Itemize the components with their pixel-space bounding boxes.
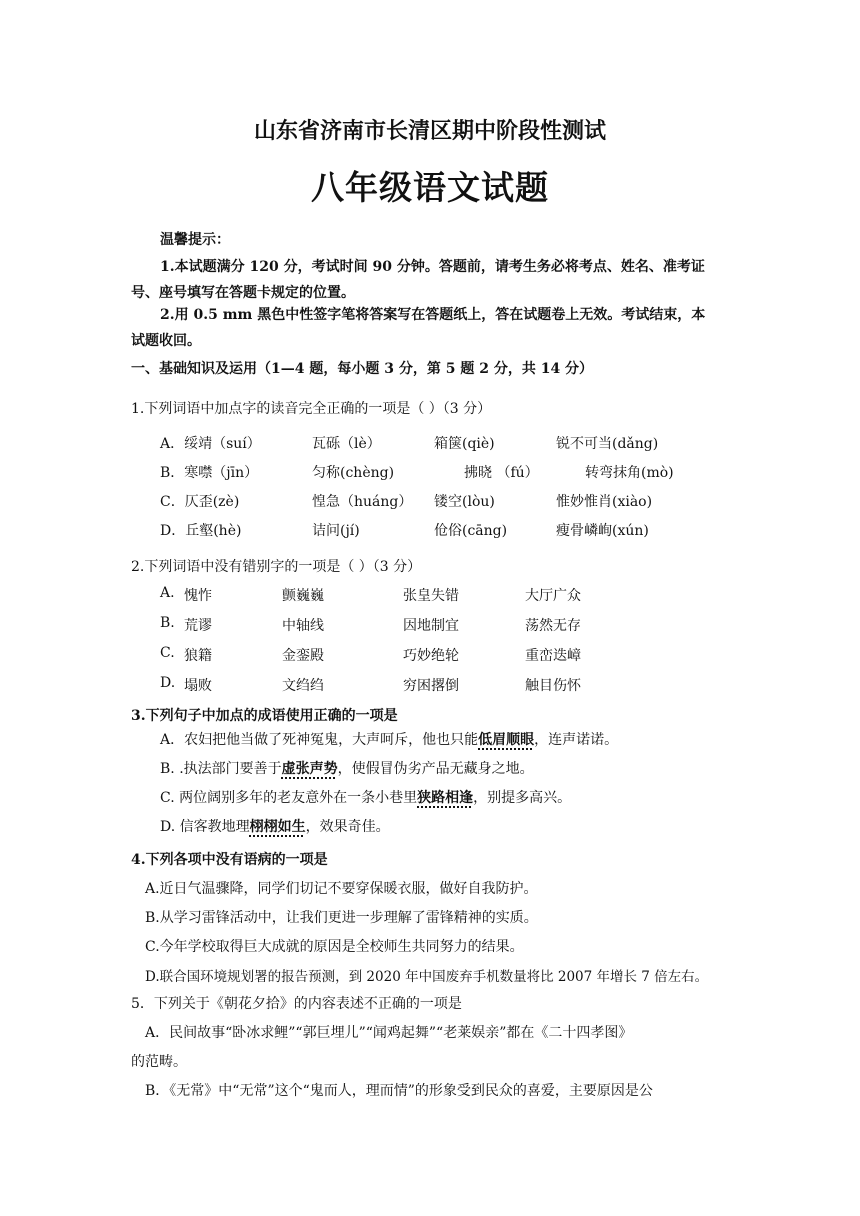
- q3-option-d-text-after: ，效果奇佳。: [305, 819, 390, 835]
- q2-option-a-word-1: 愧怍: [184, 588, 212, 604]
- tips-heading: 温馨提示：: [160, 232, 230, 248]
- section-1-heading: 一、基础知识及运用（1—4 题，每小题 3 分，第 5 题 2 分，共 14 分）: [131, 361, 594, 377]
- q2-option-c-word-2: 金銮殿: [282, 648, 324, 664]
- q1-option-b-word-3: 拂晓 （fú）: [464, 465, 539, 481]
- q3-option-b-text-after: ，使假冒伪劣产品无藏身之地。: [337, 761, 534, 777]
- q1-option-c-word-3: 镂空(lòu): [434, 494, 495, 510]
- q2-option-d-letter: D.: [160, 675, 176, 691]
- q1-option-d-word-3: 伧俗(cāng): [434, 523, 508, 539]
- question-4-stem: 4.下列各项中没有语病的一项是: [131, 852, 328, 868]
- q3-option-c: [160, 787, 571, 807]
- q1-option-a-word-3: 箱箧(qiè): [434, 436, 495, 452]
- q2-option-b-word-4: 荡然无存: [525, 618, 581, 634]
- q4-option-d: D.联合国环境规划署的报告预测，到 2020 年中国废弃手机数量将比 2007 年增长 7 倍左右。: [145, 969, 709, 985]
- q1-option-b-word-1: B．寒噤（jīn）: [160, 465, 259, 481]
- q3-option-a-text-after: ，连声诺诺。: [534, 732, 619, 748]
- q1-option-d-word-1: D．丘壑(hè): [160, 523, 242, 539]
- q4-option-a: A.近日气温骤降，同学们切记不要穿保暖衣服，做好自我防护。: [145, 881, 538, 897]
- q3-option-c-idiom: 狭路相逢: [417, 790, 474, 806]
- q2-option-c-word-3: 巧妙绝轮: [403, 648, 459, 664]
- tip-1-line-2: 号、座号填写在答题卡规定的位置。: [131, 285, 355, 301]
- q2-option-c-word-4: 重峦迭嶂: [525, 648, 581, 664]
- q3-option-b-text-before: B. .执法部门要善于: [160, 761, 282, 777]
- q2-option-a-letter: A.: [160, 585, 175, 601]
- q2-option-b-word-2: 中轴线: [282, 618, 324, 634]
- tip-2-line-1: 2.用 0.5 mm 黑色中性签字笔将答案写在答题纸上，答在试题卷上无效。考试结束，本: [160, 307, 706, 323]
- q1-option-c-word-2: 惶急（huáng）: [312, 494, 413, 510]
- q2-option-a-word-3: 张皇失错: [403, 588, 459, 604]
- q1-option-c-word-1: C．仄歪(zè): [160, 494, 240, 510]
- q3-option-d-idiom: 栩栩如生: [249, 819, 306, 835]
- q1-option-a-word-1: A．绥靖（suí）: [160, 436, 261, 452]
- q2-option-c-word-1: 狼籍: [184, 648, 212, 664]
- q5-option-a-line-2: 的范畴。: [131, 1054, 187, 1070]
- q3-option-c-text-before: C. 两位阔别多年的老友意外在一条小巷里: [160, 790, 418, 806]
- q3-option-c-text-after: ，别提多高兴。: [473, 790, 572, 806]
- q2-option-c-letter: C.: [160, 645, 175, 661]
- question-1-stem: 1.下列词语中加点字的读音完全正确的一项是（ ）（3 分）: [131, 401, 492, 417]
- q2-option-a-word-2: 颤巍巍: [282, 588, 324, 604]
- q2-option-b-word-3: 因地制宜: [403, 618, 459, 634]
- tip-1-line-1: 1.本试题满分 120 分，考试时间 90 分钟。答题前，请考生务必将考点、姓名、准考证: [160, 259, 705, 275]
- q3-option-b: [160, 758, 534, 778]
- q1-option-d-word-4: 瘦骨嶙峋(xún): [556, 523, 649, 539]
- exam-subtitle: 山东省济南市长清区期中阶段性测试: [253, 119, 606, 144]
- q4-option-b: B.从学习雷锋活动中，让我们更进一步理解了雷锋精神的实质。: [145, 910, 538, 926]
- exam-title: 八年级语文试题: [311, 168, 549, 207]
- q3-option-a-text-before: A．农妇把他当做了死神冤鬼，大声呵斥，他也只能: [160, 732, 479, 748]
- question-5-stem: 5．下列关于《朝花夕拾》的内容表述不正确的一项是: [131, 996, 462, 1012]
- q3-option-a: [160, 729, 618, 749]
- q5-option-a-line-1: A．民间故事“卧冰求鲤”“郭巨埋儿”“闻鸡起舞”“老莱娱亲”都在《二十四孝图》: [145, 1025, 633, 1041]
- tip-2-line-2: 试题收回。: [131, 333, 201, 349]
- q2-option-b-word-1: 荒谬: [184, 618, 212, 634]
- q1-option-d-word-2: 诘问(jí): [312, 523, 360, 539]
- q1-option-b-word-2: 匀称(chèng): [312, 465, 395, 481]
- q4-option-c: C.今年学校取得巨大成就的原因是全校师生共同努力的结果。: [145, 939, 524, 955]
- question-2-stem: 2.下列词语中没有错别字的一项是（ ）（3 分）: [131, 559, 422, 575]
- q3-option-a-idiom: 低眉顺眼: [478, 732, 535, 748]
- q3-option-d: [160, 816, 390, 836]
- q5-option-b-line-1: B．《无常》中“无常”这个“鬼而人，理而情”的形象受到民众的喜爱，主要原因是公: [145, 1083, 653, 1099]
- q2-option-d-word-1: 塌败: [184, 678, 212, 694]
- q3-option-b-idiom: 虚张声势: [281, 761, 338, 777]
- q1-option-c-word-4: 惟妙惟肖(xiào): [556, 494, 653, 510]
- q1-option-a-word-4: 锐不可当(dǎng): [556, 436, 659, 452]
- q2-option-d-word-3: 穷困撂倒: [403, 678, 459, 694]
- q1-option-a-word-2: 瓦砾（lè）: [312, 436, 381, 452]
- q2-option-a-word-4: 大厅广众: [525, 588, 581, 604]
- q2-option-b-letter: B.: [160, 615, 175, 631]
- q2-option-d-word-4: 触目伤怀: [525, 678, 581, 694]
- q3-option-d-text-before: D. 信客教地理: [160, 819, 250, 835]
- q1-option-b-word-4: 转弯抹角(mò): [585, 465, 674, 481]
- q2-option-d-word-2: 文绉绉: [282, 678, 324, 694]
- question-3-stem: 3.下列句子中加点的成语使用正确的一项是: [131, 708, 398, 724]
